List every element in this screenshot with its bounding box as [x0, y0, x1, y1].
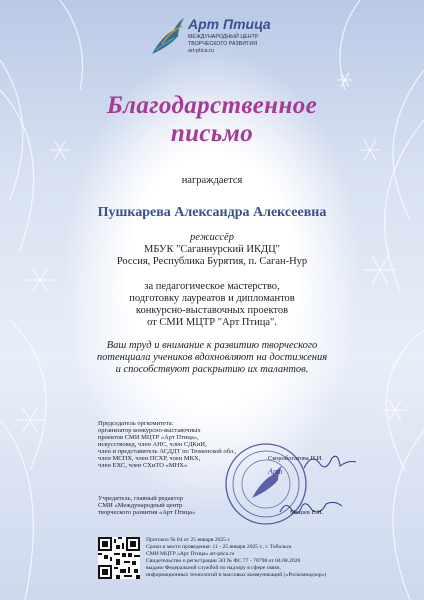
logo-name: Арт Птица	[188, 16, 271, 32]
footer-line-4: Свидетельство о регистрации ЭЛ № ФС 77 - 78798 от 04.08.2020	[146, 558, 301, 564]
svg-text:Арт: Арт	[268, 467, 283, 476]
reason-line-3: конкурсно-выставочных проектов	[135, 305, 289, 316]
founder-line-2: СМИ «Международный центр	[98, 502, 183, 509]
reason-line-4: от СМИ МЦТР "Арт Птица".	[147, 317, 277, 328]
chair-line-4: искусствовед, член АНС, член СДКиИ,	[98, 441, 207, 448]
recipient-organization: МБУК "Саганнурский ИКДЦ"	[144, 244, 280, 255]
qr-code	[98, 537, 140, 579]
reason-line-2: подготовку лауреатов и дипломантов	[129, 293, 295, 304]
chair-line-2: организатор конкурсно-выставочных	[98, 427, 201, 434]
chair-signature	[300, 450, 360, 474]
chair-line-3: проектов СМИ МЦТР «Арт Птица»,	[98, 434, 199, 441]
certificate-title-line1: Благодарственное	[106, 92, 318, 119]
gratitude-line-3: и способствуют раскрытию их талантов.	[115, 364, 309, 375]
gratitude-line-1: Ваш труд и внимание к развитию творческого	[106, 340, 318, 351]
recipient-name: Пушкарева Александра Алексеевна	[97, 205, 327, 220]
bird-icon	[148, 14, 186, 60]
logo-subtitle-1: МЕЖДУНАРОДНЫЙ ЦЕНТР	[188, 34, 259, 40]
footer-line-3: СМИ МЦТР «Арт Птица» art-ptica.ru	[146, 551, 235, 557]
reason-line-1: за педагогическое мастерство,	[144, 281, 280, 292]
certificate-title-line2: письмо	[170, 120, 254, 147]
founder-line-3: творческого развития «Арт Птица»	[98, 509, 196, 516]
chair-line-5: член и представитель АСДДТ по Тюменской обл.,	[98, 448, 237, 455]
founder-name: Мошев Е.И.	[290, 509, 324, 516]
awarded-label: награждается	[181, 175, 243, 186]
chair-line-7: член ЕХС, член СХиТО «МНХ»	[98, 462, 188, 469]
recipient-location: Россия, Республика Бурятия, п. Саган-Нур	[116, 256, 308, 267]
gratitude-line-2: потенциала учеников вдохновляют на достижения	[96, 352, 328, 363]
footer-line-1: Протокол № 04 от 25 января 2025 г.	[146, 537, 231, 543]
footer-line-6: информационных технологий и массовых коммуникаций («Роскомнадзор»)	[146, 572, 327, 578]
footer-line-5: выдано Федеральной службой по надзору в сфере связи,	[146, 565, 281, 571]
founder-line-1: Учредитель, главный редактор	[98, 495, 183, 502]
logo-subtitle-2: ТВОРЧЕСКОГО РАЗВИТИЯ	[188, 41, 258, 47]
chair-line-1: Председатель оргкомитета:	[98, 420, 174, 427]
recipient-position: режиссёр	[190, 232, 234, 243]
chair-line-6: член МСПХ, член ПСХР, член МКХ,	[98, 455, 201, 462]
logo	[148, 14, 284, 64]
chair-name: Скоробогатова П.И.	[268, 455, 323, 462]
footer-line-2: Сроки и место проведения: 11 - 25 января 2025 г., г. Тобольск	[146, 544, 292, 550]
logo-site: art-ptica.ru	[188, 48, 214, 54]
